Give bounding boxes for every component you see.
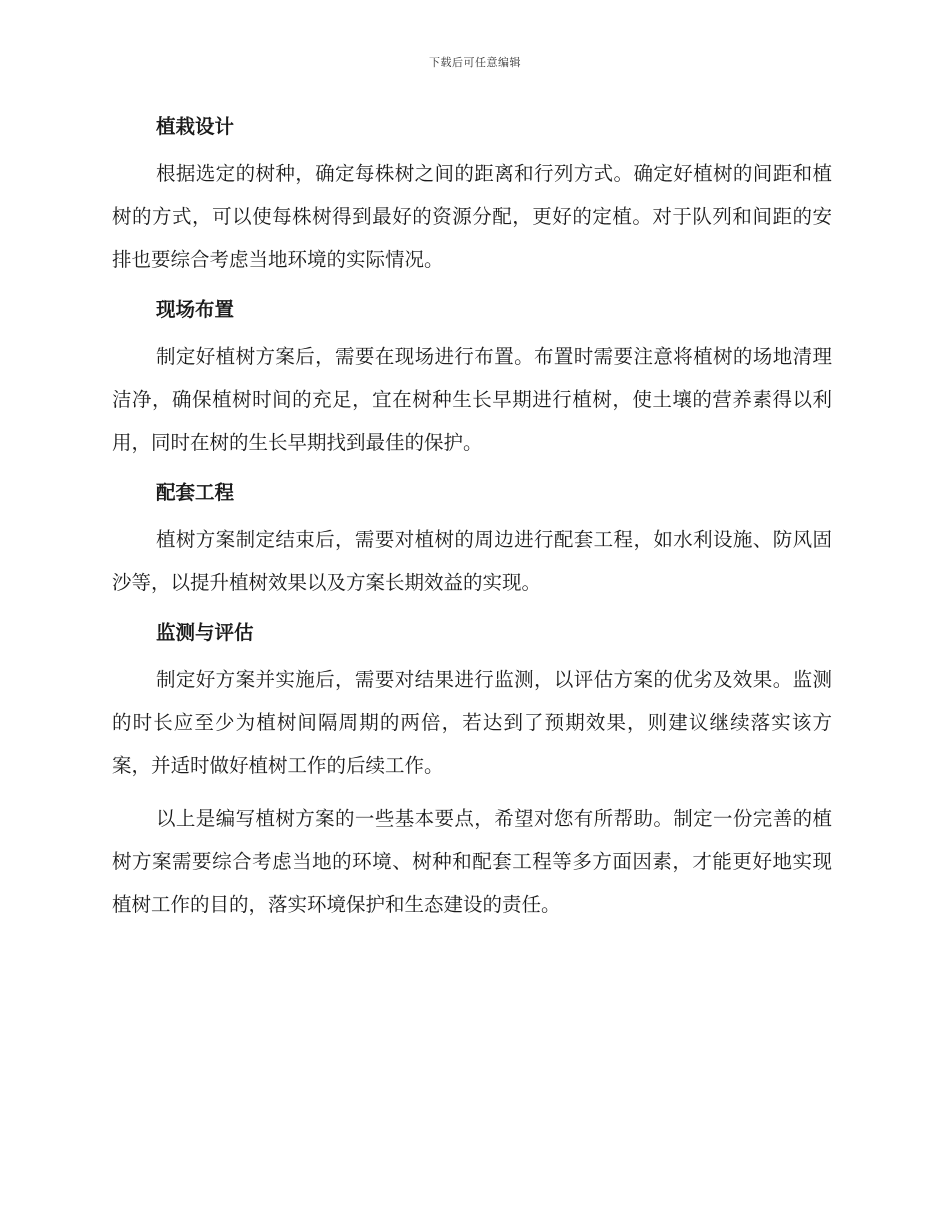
section-heading-supporting-works: 配套工程 [156, 481, 235, 504]
section-heading-monitoring-evaluation: 监测与评估 [156, 621, 254, 644]
section-paragraph-planting-design: 根据选定的树种，确定每株树之间的距离和行列方式。确定好植树的间距和植树的方式，可以使每株树得到最好的资源分配，更好的定植。对于队列和间距的安排也要综合考虑当地环境的实际情况。 [112, 162, 832, 271]
section-paragraph-monitoring-evaluation: 制定好方案并实施后，需要对结果进行监测，以评估方案的优劣及效果。监测的时长应至少为植树间隔周期的两倍，若达到了预期效果，则建议继续落实该方案，并适时做好植树工作的后续工作。 [112, 668, 832, 777]
document-body [112, 110, 832, 926]
page-header: 下载后可任意编辑 [429, 56, 521, 69]
section-heading-site-layout: 现场布置 [156, 298, 235, 321]
section-heading-planting-design: 植栽设计 [156, 115, 235, 138]
section-paragraph-site-layout: 制定好植树方案后，需要在现场进行布置。布置时需要注意将植树的场地清理洁净，确保植树时间的充足，宜在树种生长早期进行植树，使土壤的营养素得以利用，同时在树的生长早期找到最佳的保护。 [112, 345, 832, 454]
section-paragraph-supporting-works: 植树方案制定结束后，需要对植树的周边进行配套工程，如水利设施、防风固沙等，以提升植树效果以及方案长期效益的实现。 [112, 528, 832, 594]
conclusion-paragraph: 以上是编写植树方案的一些基本要点，希望对您有所帮助。制定一份完善的植树方案需要综合考虑当地的环境、树种和配套工程等多方面因素，才能更好地实现植树工作的目的，落实环境保护和生态建设的责任。 [112, 807, 832, 916]
